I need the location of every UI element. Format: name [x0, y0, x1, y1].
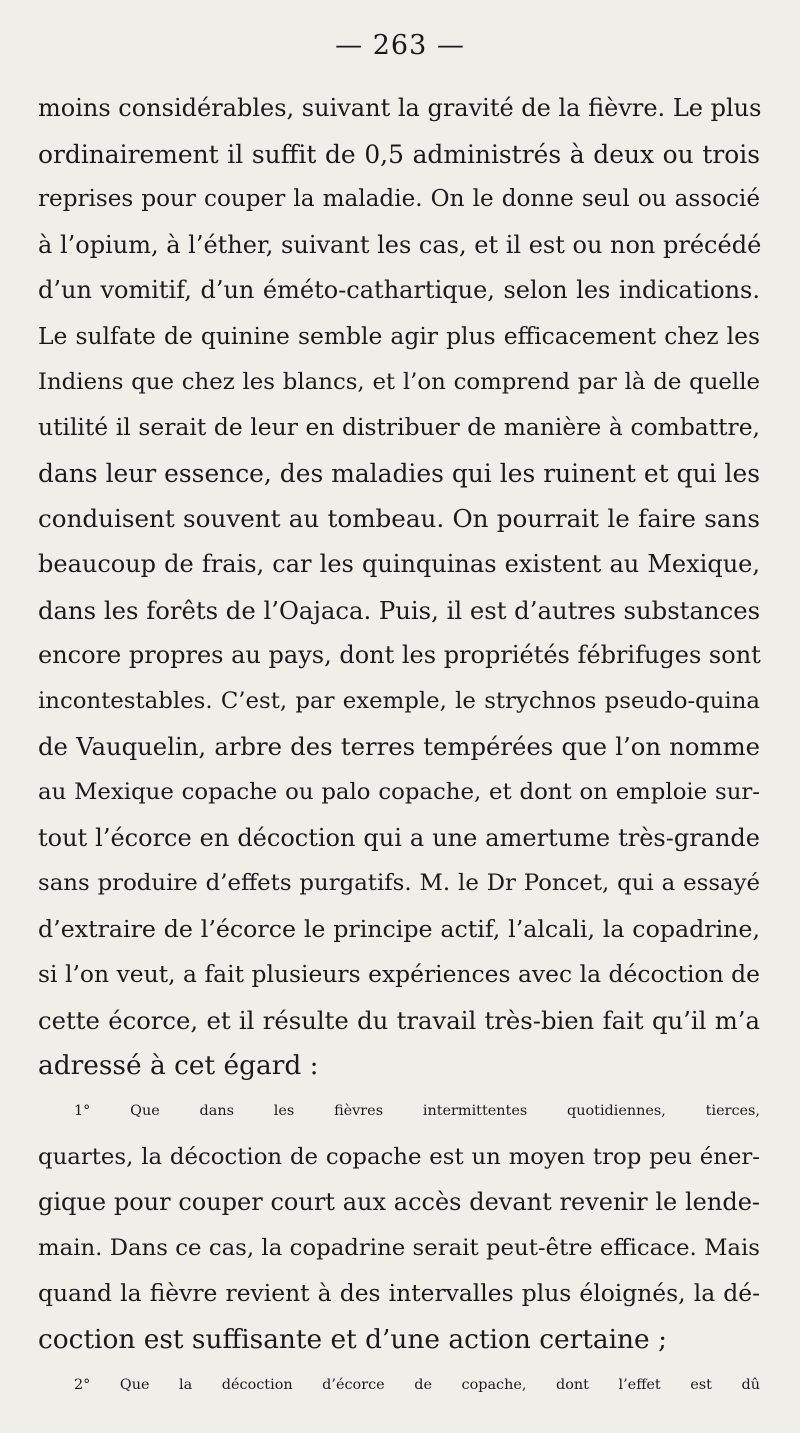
text-line: 2° Que la décoction d’écorce de copache, dont l’effet est dû — [74, 1376, 760, 1393]
body-text — [38, 86, 760, 1408]
text-line: 1° Que dans les fièvres intermittentes quotidiennes, tierces, — [74, 1103, 760, 1120]
text-line: quartes, la décoction de copache est un moyen trop peu éner- — [38, 1143, 760, 1170]
text-line: si l’on veut, a fait plusieurs expériences avec la décoction de — [38, 960, 760, 989]
text-line: cette écorce, et il résulte du travail très-bien fait qu’il m’a — [38, 1005, 760, 1035]
text-line: reprises pour couper la maladie. On le donne seul ou associé — [38, 186, 760, 213]
text-line: tout l’écorce en décoction qui a une amertume très-grande — [38, 823, 760, 852]
text-line: utilité il serait de leur en distribuer de manière à combattre, — [38, 413, 760, 442]
text-line: de Vauquelin, arbre des terres tempérées que l’on nomme — [38, 732, 760, 762]
text-line: coction est suffisante et d’une action certaine ; — [38, 1324, 667, 1356]
text-line: sans produire d’effets purgatifs. M. le Dr Poncet, qui a essayé — [38, 870, 760, 897]
text-line: Indiens que chez les blancs, et l’on comprend par là de quelle — [38, 368, 760, 395]
page-number: — 263 — — [335, 30, 465, 61]
text-line: au Mexique copache ou palo copache, et dont on emploie sur- — [38, 778, 760, 805]
text-line: d’extraire de l’écorce le principe actif, l’alcali, la copadrine, — [38, 914, 760, 943]
text-line: gique pour couper court aux accès devant revenir le lende- — [38, 1188, 760, 1217]
text-line: adressé à cet égard : — [38, 1050, 319, 1082]
text-line: Le sulfate de quinine semble agir plus efficacement chez les — [38, 321, 760, 350]
text-line: incontestables. C’est, par exemple, le strychnos pseudo-quina — [38, 687, 760, 714]
text-line: conduisent souvent au tombeau. On pourrait le faire sans — [38, 504, 760, 534]
text-line: dans les forêts de l’Oajaca. Puis, il est d’autres substances — [38, 595, 761, 625]
text-line: dans leur essence, des maladies qui les ruinent et qui les — [38, 458, 760, 488]
text-line: à l’opium, à l’éther, suivant les cas, et il est ou non précédé — [38, 230, 762, 259]
text-line: quand la fièvre revient à des intervalles plus éloignés, la dé- — [38, 1279, 760, 1308]
text-line: ordinairement il suffit de 0,5 administrés à deux ou trois — [38, 139, 760, 169]
text-line: moins considérables, suivant la gravité de la fièvre. Le plus — [38, 94, 762, 122]
text-line: encore propres au pays, dont les propriétés fébrifuges sont — [38, 641, 761, 670]
text-line: main. Dans ce cas, la copadrine serait peut-être efficace. Mais — [38, 1234, 760, 1261]
text-line: beaucoup de frais, car les quinquinas existent au Mexique, — [38, 549, 760, 578]
text-line: d’un vomitif, d’un éméto-cathartique, selon les indications. — [38, 276, 760, 305]
